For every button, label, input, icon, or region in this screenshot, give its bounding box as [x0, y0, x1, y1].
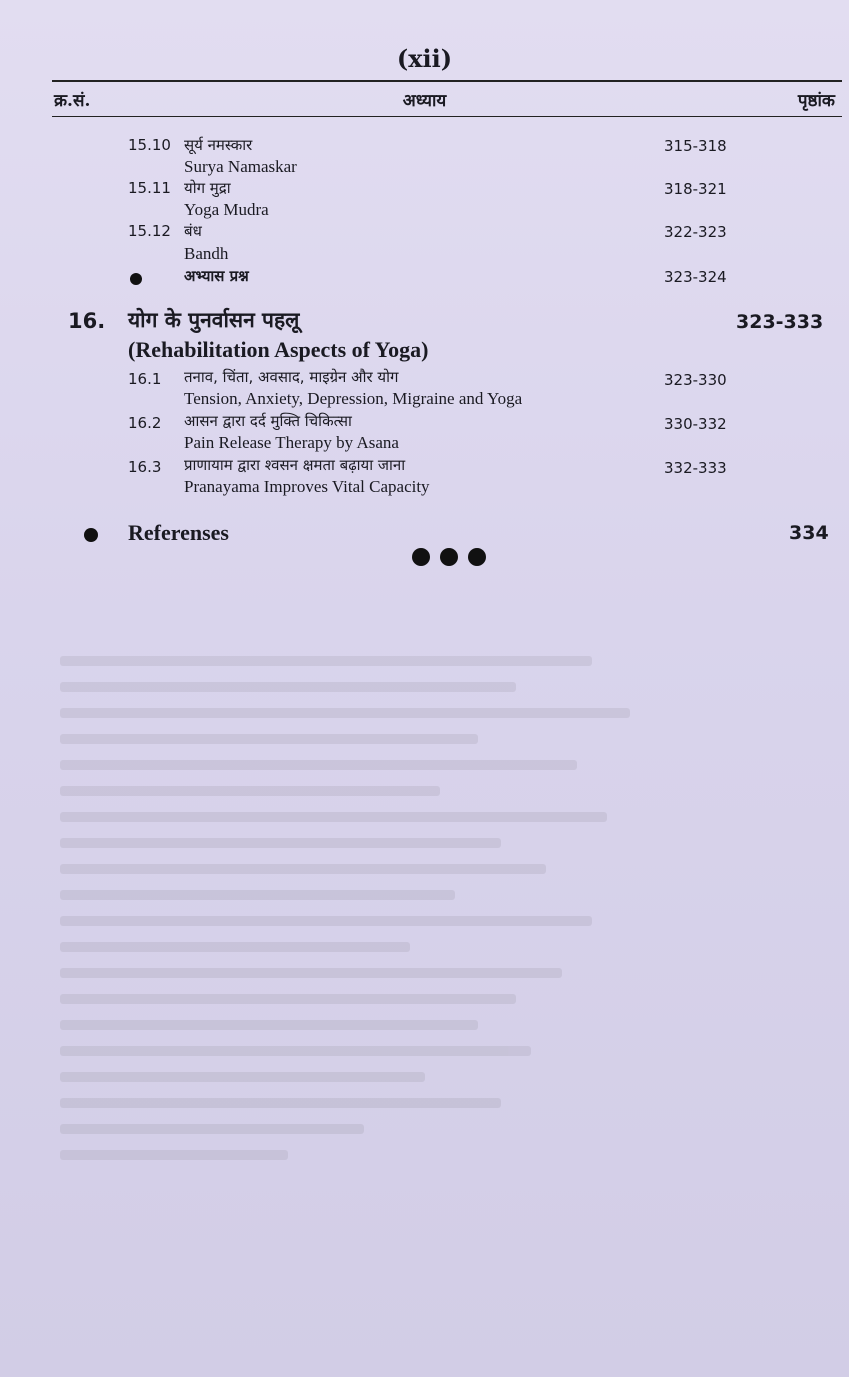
entry-number: 15.11: [128, 179, 171, 197]
entry-hindi-title: आसन द्वारा दर्द मुक्ति चिकित्सा: [184, 412, 352, 430]
entry-pages: 322-323: [664, 223, 727, 241]
entry-pages: 318-321: [664, 180, 727, 198]
entry-number: 16.2: [128, 414, 162, 432]
entry-hindi-title: योग मुद्रा: [184, 179, 231, 197]
bullet-icon: [84, 528, 98, 542]
serial-column-header: क्र.सं.: [54, 91, 91, 111]
entry-hindi-title: बंध: [184, 222, 202, 240]
entry-english-title: Bandh: [184, 244, 229, 263]
bullet-icon: [130, 273, 142, 285]
entry-english-title: Pranayama Improves Vital Capacity: [184, 477, 430, 496]
entry-pages: 330-332: [664, 415, 727, 433]
entry-pages: 332-333: [664, 459, 727, 477]
entry-english-title: Tension, Anxiety, Depression, Migraine and Yoga: [184, 389, 523, 408]
entry-pages: 315-318: [664, 137, 727, 155]
entry-number: 15.12: [128, 222, 171, 240]
entry-pages: 323-324: [664, 268, 727, 286]
section-number: 16.: [68, 309, 106, 333]
entry-english-title: Pain Release Therapy by Asana: [184, 433, 399, 452]
entry-number: 15.10: [128, 136, 171, 154]
section-hindi-title: योग के पुनर्वासन पहलू: [128, 308, 300, 332]
entry-number: 16.3: [128, 458, 162, 476]
entry-number: 16.1: [128, 370, 162, 388]
end-ornament-dots: [412, 548, 486, 566]
entry-hindi-title: प्राणायाम द्वारा श्वसन क्षमता बढ़ाया जाना: [184, 456, 406, 474]
section-english-title: (Rehabilitation Aspects of Yoga): [128, 337, 429, 362]
entry-hindi-title: तनाव, चिंता, अवसाद, माइग्रेन और योग: [184, 368, 399, 386]
page-number: (xii): [396, 44, 453, 73]
entry-pages: 323-330: [664, 371, 727, 389]
entry-hindi-title: अभ्यास प्रश्न: [184, 267, 249, 285]
chapter-column-header: अध्याय: [402, 91, 447, 111]
section-pages: 323-333: [736, 311, 824, 333]
references-pages: 334: [789, 522, 829, 544]
entry-hindi-title: सूर्य नमस्कार: [184, 136, 253, 154]
entry-english-title: Yoga Mudra: [184, 200, 269, 219]
entry-english-title: Surya Namaskar: [184, 157, 297, 176]
page-column-header: पृष्ठांक: [797, 91, 835, 111]
references-label: Referenses: [128, 520, 229, 545]
